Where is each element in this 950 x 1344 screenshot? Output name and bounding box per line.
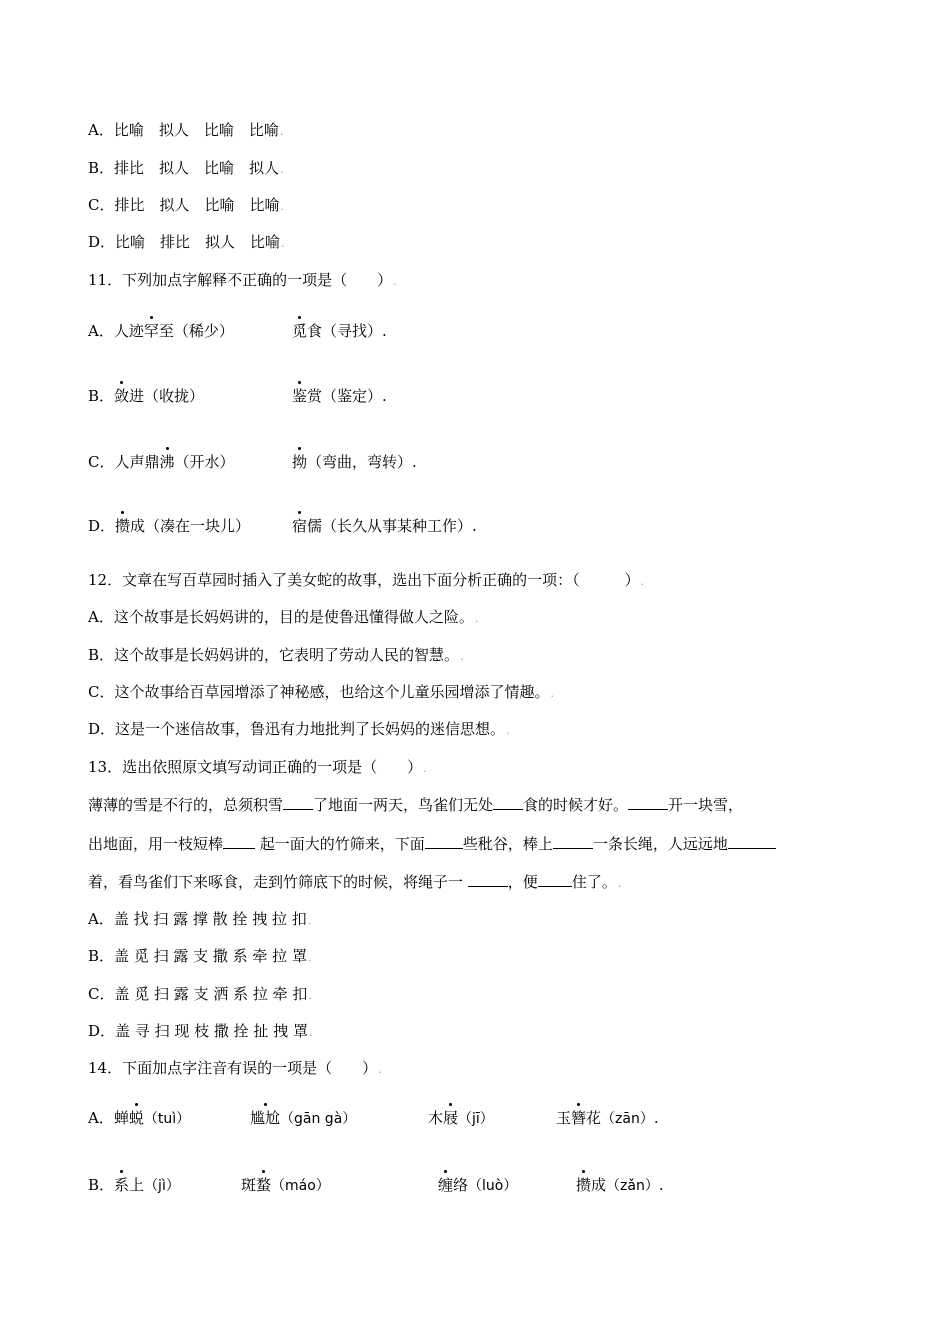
option-text: 这个故事是长妈妈讲的，它表明了劳动人民的智慧。 xyxy=(114,646,460,664)
question-stem: 12．文章在写百草园时插入了美女蛇的故事，选出下面分析正确的一项：（ ） xyxy=(88,571,640,589)
option-label: A． xyxy=(88,608,114,626)
q14-option-a-label xyxy=(88,1108,190,1129)
paragraph-mark: . xyxy=(550,687,554,700)
pinyin: （zān） xyxy=(601,1111,654,1127)
text: 至（稀少） xyxy=(158,322,234,340)
text: 了地面一两天，鸟雀们无处 xyxy=(313,796,494,814)
option-text: 这是一个迷信故事，鲁迅有力地批判了长妈妈的迷信思想。 xyxy=(115,720,506,738)
option-label: C． xyxy=(88,196,115,214)
option-text: 盖 找 扫 露 撑 散 拴 拽 拉 扣 xyxy=(113,910,307,928)
q11-option-a xyxy=(88,321,234,341)
q13-option-c xyxy=(88,984,312,1006)
pinyin: （jī） xyxy=(458,1111,494,1127)
q11-option-b-right xyxy=(292,386,387,406)
option-label: B． xyxy=(88,947,115,965)
q14-option-a-word-2 xyxy=(250,1108,356,1129)
fill-blank xyxy=(493,795,523,810)
dotted-char: 缠 xyxy=(438,1176,454,1194)
option-label: A． xyxy=(88,910,114,928)
q11-option-a-right xyxy=(292,321,387,341)
q12-option-a xyxy=(88,607,478,629)
paragraph-mark: . xyxy=(308,989,312,1002)
text: （开水） xyxy=(174,453,235,471)
q13-passage-line-1 xyxy=(88,795,743,815)
q12-option-c xyxy=(88,682,554,704)
dotted-char: 沸 xyxy=(159,453,175,471)
paragraph-mark: . xyxy=(307,951,312,964)
dotted-char: 罕 xyxy=(143,322,159,340)
q13-passage-line-2 xyxy=(88,834,776,854)
dotted-char: 蝥 xyxy=(256,1176,272,1194)
paragraph-mark: . xyxy=(393,275,397,288)
q11-option-d-right xyxy=(292,516,477,536)
text: 木 xyxy=(428,1109,444,1127)
option-label: B． xyxy=(88,646,115,664)
text: 薄薄的雪是不行的，总须积雪 xyxy=(88,796,284,814)
q14-option-a-word-4 xyxy=(556,1108,659,1129)
option-label: D． xyxy=(88,233,116,251)
paragraph-mark: . xyxy=(280,200,284,213)
paragraph-mark: . xyxy=(474,612,479,625)
text: 上 xyxy=(129,1176,145,1194)
option-label: A． xyxy=(88,322,114,340)
q13-option-d xyxy=(88,1021,312,1043)
text: （弯曲，弯转） xyxy=(307,453,413,471)
q14-option-a-word-3 xyxy=(428,1108,494,1129)
paragraph-mark: . xyxy=(617,877,622,890)
dotted-char: 觅 xyxy=(292,322,308,340)
text: 开一块雪， xyxy=(668,796,744,814)
text: 蝉 xyxy=(113,1109,129,1127)
q12-option-d xyxy=(88,719,510,741)
paragraph-mark: . xyxy=(382,387,387,405)
q10-option-a xyxy=(88,120,283,142)
paragraph-mark: . xyxy=(506,724,510,737)
option-label: D． xyxy=(88,1022,116,1040)
paragraph-mark: . xyxy=(382,322,387,340)
q11-option-b xyxy=(88,386,204,406)
option-text: 盖 寻 扫 现 枝 撒 拴 扯 拽 罩 xyxy=(115,1022,308,1040)
question-stem: 13．选出依照原文填写动词正确的一项是（ ） xyxy=(88,758,423,776)
pinyin: （máo） xyxy=(271,1178,330,1194)
option-label: C． xyxy=(88,985,115,1003)
dotted-char: 蜕 xyxy=(128,1109,144,1127)
q13-passage-line-3 xyxy=(88,872,621,894)
fill-blank xyxy=(728,834,776,849)
paragraph-mark: . xyxy=(307,914,312,927)
paragraph-mark: . xyxy=(412,453,417,471)
q12-stem xyxy=(88,570,644,592)
text: 成（凑在一块儿） xyxy=(130,517,251,535)
paragraph-mark: . xyxy=(280,163,284,176)
text: 人声鼎 xyxy=(114,453,160,471)
text: 着，看鸟雀们下来啄食，走到竹筛底下的时候，将绳子一 xyxy=(88,873,464,891)
paragraph-mark: . xyxy=(281,237,285,250)
paragraph-mark: . xyxy=(308,1026,313,1039)
dotted-char: 宿 xyxy=(292,517,308,535)
dotted-char: 屐 xyxy=(443,1109,459,1127)
option-text: 盖 觅 扫 露 支 撒 系 牵 拉 罩 xyxy=(114,947,307,965)
q11-option-c xyxy=(88,452,235,472)
q14-option-b-label xyxy=(88,1175,180,1196)
dotted-char: 攒 xyxy=(115,517,131,535)
text: 一条长绳，人远远地 xyxy=(592,835,728,853)
q10-option-d xyxy=(88,232,285,254)
text: 络 xyxy=(453,1176,469,1194)
text: 花 xyxy=(586,1109,602,1127)
option-text: 排比 拟人 比喻 比喻 xyxy=(114,196,280,214)
text: ，便 xyxy=(507,873,538,891)
option-label: B． xyxy=(88,159,115,177)
fill-blank xyxy=(223,834,255,849)
q13-option-b xyxy=(88,946,311,968)
text: 赏（鉴定） xyxy=(307,387,383,405)
text: 儒（长久从事某种工作） xyxy=(307,517,473,535)
q14-option-b-word-3 xyxy=(438,1175,517,1196)
option-text: 比喻 排比 拟人 比喻 xyxy=(115,233,281,251)
fill-blank xyxy=(553,834,593,849)
text: 食的时候才好。 xyxy=(523,796,629,814)
fill-blank xyxy=(628,795,668,810)
paragraph-mark: . xyxy=(658,1176,664,1194)
paragraph-mark: . xyxy=(472,517,477,535)
option-text: 这个故事给百草园增添了神秘感，也给这个儿童乐园增添了情趣。 xyxy=(114,683,550,701)
text: 起一面大的竹筛来，下面 xyxy=(259,835,425,853)
q13-stem xyxy=(88,757,427,779)
option-label: A． xyxy=(88,1109,114,1127)
option-text: 排比 拟人 比喻 拟人 xyxy=(114,159,280,177)
paragraph-mark: . xyxy=(279,125,284,138)
dotted-char: 鉴 xyxy=(292,387,308,405)
option-text: 盖 觅 扫 露 支 洒 系 拉 牵 扣 xyxy=(114,985,308,1003)
q11-stem xyxy=(88,270,397,292)
pinyin: （jì） xyxy=(144,1178,180,1194)
dotted-char: 系 xyxy=(114,1176,130,1194)
dotted-char: 簪 xyxy=(571,1109,587,1127)
text: 人迹 xyxy=(113,322,144,340)
text: 成 xyxy=(591,1176,607,1194)
q14-option-b-word-4 xyxy=(576,1175,664,1196)
option-label: B． xyxy=(88,387,115,405)
option-label: B． xyxy=(88,1176,115,1194)
fill-blank xyxy=(283,795,313,810)
q11-option-d xyxy=(88,516,250,536)
text: 些秕谷，棒上 xyxy=(462,835,553,853)
fill-blank xyxy=(538,872,572,887)
text: 玉 xyxy=(556,1109,572,1127)
option-label: D． xyxy=(88,720,116,738)
fill-blank xyxy=(425,834,463,849)
dotted-char: 拗 xyxy=(292,453,308,471)
dotted-char: 尴尬 xyxy=(250,1109,281,1127)
q11-option-c-right xyxy=(292,452,417,472)
q12-option-b xyxy=(88,645,464,667)
q10-option-b xyxy=(88,158,284,180)
option-label: C． xyxy=(88,683,115,701)
text: 进（收拢） xyxy=(129,387,205,405)
question-stem: 11．下列加点字解释不正确的一项是（ ） xyxy=(88,271,393,289)
text: 出地面，用一枝短棒 xyxy=(88,835,224,853)
q14-option-b-word-2 xyxy=(241,1175,330,1196)
dotted-char: 敛 xyxy=(114,387,130,405)
paragraph-mark: . xyxy=(653,1109,659,1127)
pinyin: （gān gà） xyxy=(280,1111,357,1127)
text: 斑 xyxy=(241,1176,257,1194)
option-label: D． xyxy=(88,517,116,535)
q14-stem xyxy=(88,1058,382,1080)
option-text: 这个故事是长妈妈讲的，目的是使鲁迅懂得做人之险。 xyxy=(113,608,474,626)
pinyin: （luò） xyxy=(468,1178,518,1194)
paragraph-mark: . xyxy=(423,762,427,775)
paragraph-mark: . xyxy=(378,1063,382,1076)
fill-blank xyxy=(468,872,508,887)
paragraph-mark: . xyxy=(640,575,645,588)
q10-option-c xyxy=(88,195,284,217)
text: 食（寻找） xyxy=(307,322,383,340)
question-stem: 14．下面加点字注音有误的一项是（ ） xyxy=(88,1059,378,1077)
pinyin: （zǎn） xyxy=(606,1178,659,1194)
pinyin: （tuì） xyxy=(143,1111,191,1127)
option-label: C． xyxy=(88,453,115,471)
text: 住了。 xyxy=(571,873,617,891)
paragraph-mark: . xyxy=(460,650,464,663)
option-label: A． xyxy=(88,121,114,139)
dotted-char: 攒 xyxy=(576,1176,592,1194)
option-text: 比喻 拟人 比喻 比喻 xyxy=(113,121,279,139)
q13-option-a xyxy=(88,909,311,931)
